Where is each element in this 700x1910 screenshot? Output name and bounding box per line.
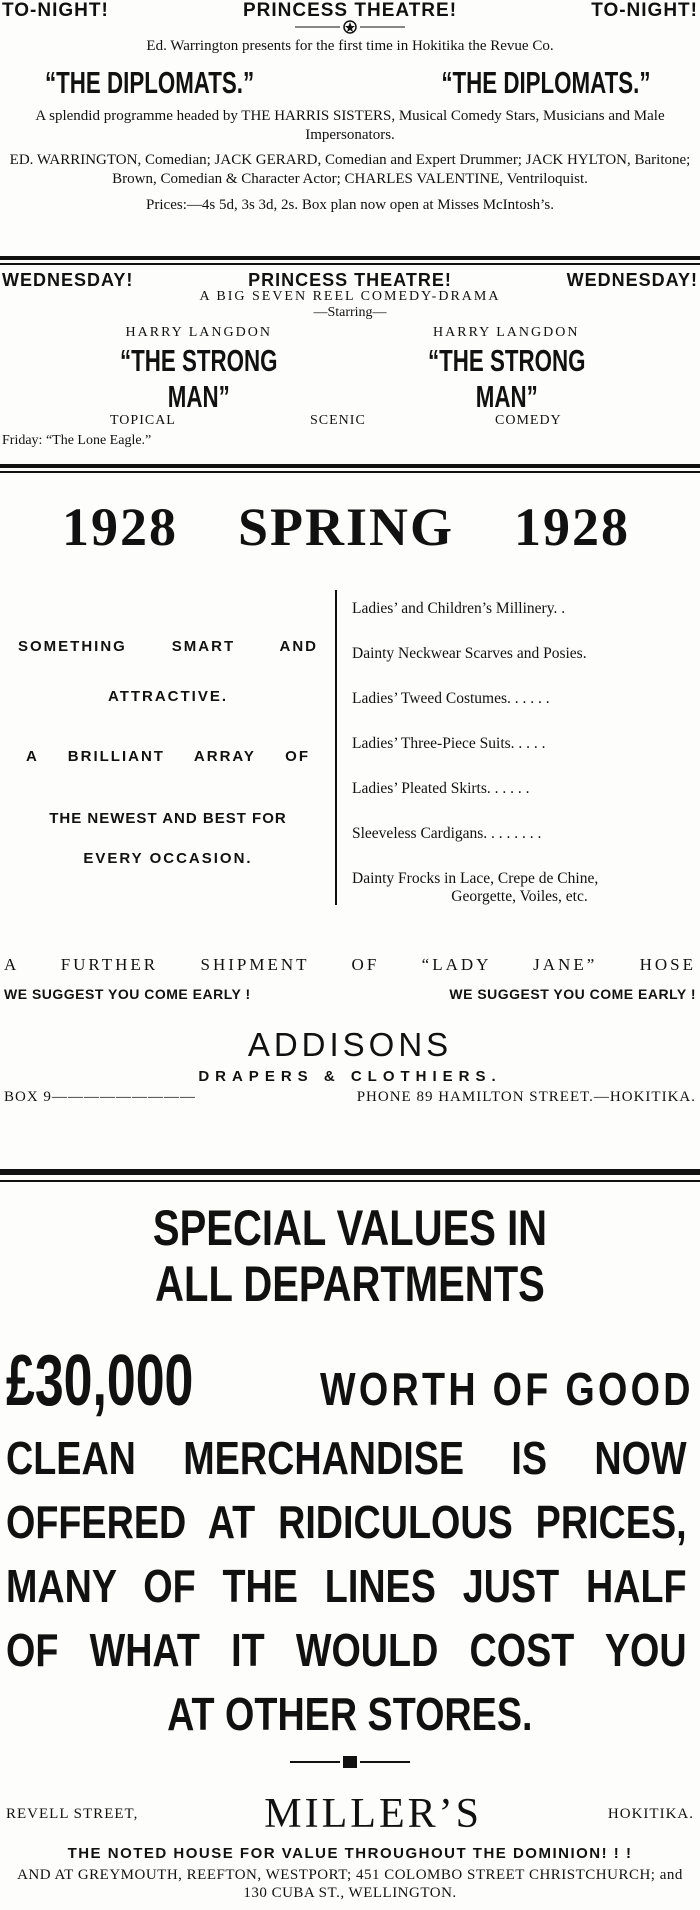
year-left: 1928	[62, 497, 178, 557]
suggest-row	[4, 986, 696, 1002]
body-line-2: OFFERED AT RIDICULOUS PRICES,	[6, 1496, 687, 1548]
programme-text: A splendid programme headed by THE HARRIS SISTERS, Musical Comedy Stars, Musicians and Male Impersonators.	[35, 108, 665, 143]
star-divider-icon	[295, 20, 405, 34]
millers-branches: AND AT GREYMOUTH, REEFTON, WESTPORT; 451 COLOMBO STREET CHRISTCHURCH; and 130 CUBA ST., WELLINGTON.	[17, 1867, 683, 1901]
shipment-line: A FURTHER SHIPMENT OF “LADY JANE” HOSE	[4, 955, 696, 974]
divider-3b	[0, 1180, 700, 1182]
starring-line: —Starring—	[313, 305, 387, 320]
body-first-line: WORTH OF GOOD	[320, 1363, 694, 1415]
tonight-left: TO-NIGHT!	[2, 0, 109, 21]
item-frocks-cont: Georgette, Voiles, etc.	[451, 888, 588, 905]
body-line-5	[6, 1682, 694, 1746]
spring-left-column	[18, 638, 318, 867]
friday-line: Friday: “The Lone Eagle.”	[2, 433, 152, 448]
addisons-name: ADDISONS	[247, 1026, 453, 1063]
extra-comedy: COMEDY	[495, 413, 562, 428]
headline-text: SPECIAL VALUES IN ALL DEPARTMENTS	[152, 1200, 548, 1312]
film-title-right: “THE STRONG MAN”	[427, 343, 585, 414]
item-cardigans: Sleeveless Cardigans. . . . . . . .	[352, 825, 542, 842]
star-name-left: HARRY LANGDON	[125, 325, 272, 340]
year-right: 1928	[514, 497, 630, 557]
show-name-right: “THE DIPLOMATS.”	[440, 65, 650, 100]
hokitika-town: HOKITIKA.	[607, 1805, 694, 1822]
revell-street: REVELL STREET,	[6, 1805, 139, 1822]
divider-3	[0, 1169, 700, 1175]
spring-word: SPRING	[237, 497, 455, 557]
body-line-3: MANY OF THE LINES JUST HALF	[6, 1560, 687, 1612]
left-line-4: THE NEWEST AND BEST FOR	[49, 810, 287, 827]
column-divider	[335, 590, 337, 905]
star-ornament	[0, 20, 700, 34]
millers-name-row	[6, 1790, 694, 1838]
divider-2b	[0, 471, 700, 473]
film-block-left	[45, 325, 353, 415]
ad-millers	[0, 1190, 700, 1910]
addisons-address-row	[4, 1089, 696, 1106]
millers-body	[6, 1340, 694, 1746]
wednesday-right: WEDNESDAY!	[566, 270, 698, 290]
left-line-3: A BRILLIANT ARRAY OF	[26, 748, 310, 765]
prices-text: Prices:—4s 5d, 3s 3d, 2s. Box plan now open at Misses McIntosh’s.	[146, 197, 554, 213]
suggest-left: WE SUGGEST YOU COME EARLY !	[4, 986, 251, 1002]
addisons-address: PHONE 89 HAMILTON STREET.—HOKITIKA.	[356, 1089, 696, 1105]
film-title-left: “THE STRONG MAN”	[120, 343, 278, 414]
amount-30000: £30,000	[6, 1341, 194, 1421]
star-name-right: HARRY LANGDON	[433, 325, 580, 340]
millers-ornament	[0, 1755, 700, 1774]
box-number: BOX 9—————————	[4, 1089, 196, 1105]
item-skirts: Ladies’ Pleated Skirts. . . . . .	[352, 780, 530, 797]
theatre-title: PRINCESS THEATRE!	[242, 0, 458, 21]
body-line-5-text: AT OTHER STORES.	[167, 1688, 533, 1740]
ad-princess-wednesday	[0, 270, 700, 460]
item-frocks: Dainty Frocks in Lace, Crepe de Chine,	[352, 870, 599, 887]
ad-princess-tonight	[0, 0, 700, 255]
item-tweed: Ladies’ Tweed Costumes. . . . . .	[352, 690, 550, 707]
special-values-headline	[60, 1200, 640, 1312]
ad-addisons	[0, 478, 700, 1143]
divider-2	[0, 464, 700, 468]
spring-right-column	[352, 600, 697, 906]
presents-line: Ed. Warrington presents for the first time in Hokitika the Revue Co.	[146, 38, 554, 54]
tonight-right: TO-NIGHT!	[591, 0, 698, 21]
left-line-2: ATTRACTIVE.	[107, 688, 229, 705]
millers-name: MILLER’S	[264, 1791, 482, 1837]
spring-heading	[62, 496, 630, 558]
item-millinery: Ladies’ and Children’s Millinery. .	[352, 600, 566, 617]
show-name-left: “THE DIPLOMATS.”	[45, 65, 255, 100]
extra-scenic: SCENIC	[310, 413, 366, 428]
body-line-1: CLEAN MERCHANDISE IS NOW	[6, 1432, 687, 1484]
cast-text: ED. WARRINGTON, Comedian; JACK GERARD, Comedian and Expert Drummer; JACK HYLTON, Baritone; Brown, Comedian & Character Actor; CHARLES VALENTINE, Ventriloquist.	[9, 152, 691, 187]
comedy-drama-line: A BIG SEVEN REEL COMEDY-DRAMA	[199, 289, 501, 304]
addisons-trade: DRAPERS & CLOTHIERS.	[198, 1068, 502, 1085]
body-line-4: OF WHAT IT WOULD COST YOU	[6, 1624, 687, 1676]
theatre-title-2: PRINCESS THEATRE!	[248, 270, 452, 290]
suggest-right: WE SUGGEST YOU COME EARLY !	[449, 986, 696, 1002]
divider-1b	[0, 263, 700, 265]
divider-1	[0, 256, 700, 260]
item-suits: Ladies’ Three-Piece Suits. . . . .	[352, 735, 546, 752]
item-neckwear: Dainty Neckwear Scarves and Posies.	[352, 645, 587, 662]
millers-tagline: THE NOTED HOUSE FOR VALUE THROUGHOUT THE DOMINION! ! !	[67, 1845, 633, 1862]
square-divider-icon	[290, 1755, 410, 1769]
left-line-1: SOMETHING SMART AND	[18, 638, 318, 655]
extra-topical: TOPICAL	[110, 413, 176, 428]
wednesday-left: WEDNESDAY!	[2, 270, 134, 290]
film-block-right	[353, 325, 661, 415]
left-line-5: EVERY OCCASION.	[83, 850, 253, 867]
